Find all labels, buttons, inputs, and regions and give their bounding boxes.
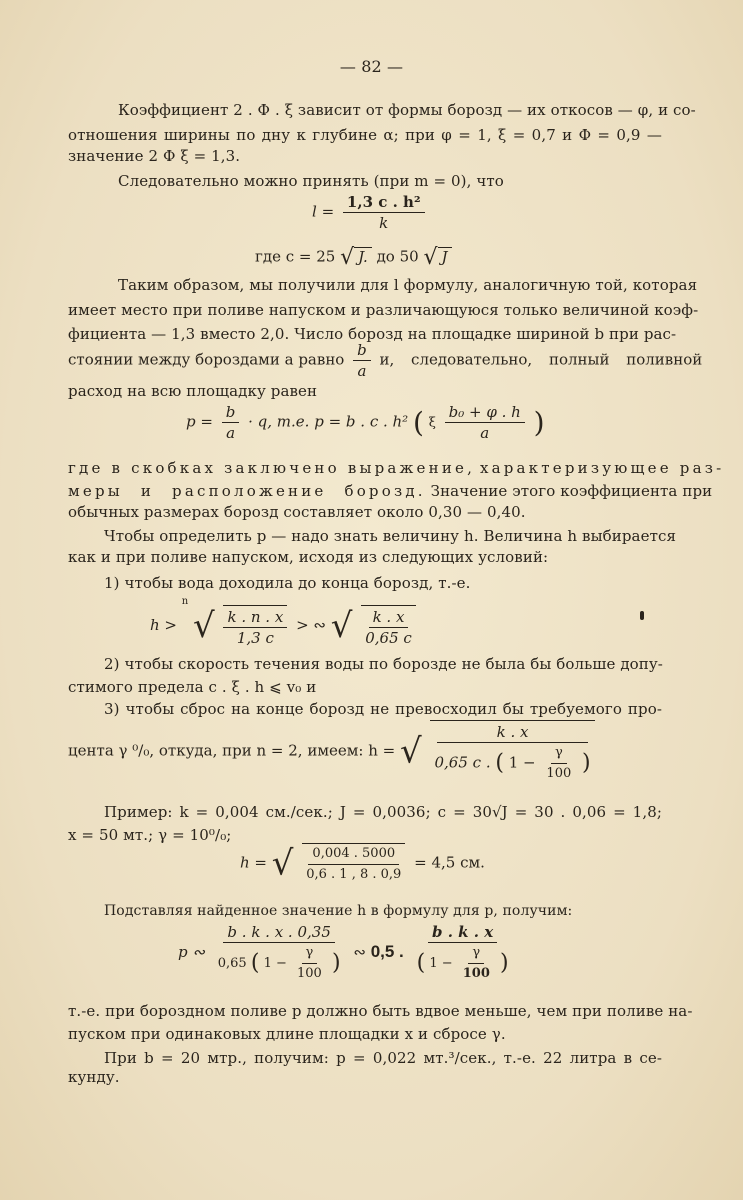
paragraph-1-line-3: значение 2 Ф ξ = 1,3. xyxy=(68,147,241,165)
formula-h-numeric-num: 0,004 . 5000 xyxy=(308,845,399,865)
condition-3-line-2-text: цента γ ⁰/₀, откуда, при n = 2, имеем: h = xyxy=(68,741,396,760)
page-number: — 82 — xyxy=(339,57,404,76)
sqrt-sign-icon: √ xyxy=(193,606,215,646)
condition-2-line-2: стимого предела c . ξ . h ⩽ v₀ и xyxy=(68,678,317,696)
paragraph-4-line-3: обычных размерах борозд составляет около 0,30 — 0,40. xyxy=(68,503,526,521)
paragraph-1-line-2: отношения ширины по дну к глубине α; при φ = 1, ξ = 0,7 и Ф = 0,9 — xyxy=(68,126,662,144)
right-paren-icon: ) xyxy=(331,950,341,976)
formula-p-xi: ξ xyxy=(428,415,436,431)
left-paren-icon: ( xyxy=(495,750,504,776)
count-fraction-denominator: a xyxy=(357,362,367,380)
formula-h-numeric-den: 0,6 . 1 , 8 . 0,9 xyxy=(306,867,402,882)
where-c-line xyxy=(255,245,452,270)
paragraph-7-line-1: т.-е. при бороздном поливе p должно быть вдвое меньше, чем при поливе на- xyxy=(68,1002,693,1020)
sqrt-sign-icon: √ xyxy=(400,731,422,772)
paragraph-4-line-2-spaced: меры и расположение борозд. xyxy=(68,482,426,500)
formula-p-result-hundred: 100 xyxy=(297,966,322,981)
condition-3-numerator: k . x xyxy=(437,723,589,743)
condition-3-line-1: 3) чтобы сброс на конце борозд не превосходил бы требуемого про- xyxy=(104,700,662,718)
root-index: n xyxy=(181,596,189,607)
ink-mark xyxy=(640,611,644,620)
paragraph-3-line-5: расход на всю площадку равен xyxy=(68,382,318,400)
formula-p-lhs: p = xyxy=(186,412,213,431)
right-paren-icon: ) xyxy=(582,750,591,776)
paragraph-4-line-2-end: Значение этого коэффициента при xyxy=(430,482,713,500)
condition-3-den-start: 0,65 c . xyxy=(434,753,491,772)
paragraph-5-line-2: как и при поливе напуском, исходя из следующих условий: xyxy=(68,548,549,566)
paragraph-5-line-1: Чтобы определить p — надо знать величину h. Величина h выбирается xyxy=(104,527,677,545)
formula-h-den1: 1,3 c xyxy=(236,629,274,647)
formula-h-num1: k . n . x xyxy=(223,608,287,628)
condition-2-line-1: 2) чтобы скорость течения воды по борозде не была бы больше допу- xyxy=(104,655,663,673)
paragraph-3-line-4-end: и, следовательно, полный поливной xyxy=(379,350,703,369)
example-line-2: x = 50 мт.; γ = 10⁰/₀; xyxy=(68,826,232,844)
paragraph-8-line-1: При b = 20 мтр., получим: p = 0,022 мт.³/сек., т.-е. 22 литра в се- xyxy=(104,1049,662,1067)
formula-h-numeric-rhs: = 4,5 см. xyxy=(414,853,485,872)
formula-h-numeric-lhs: h = xyxy=(240,853,267,872)
formula-h-middle: > ∾ xyxy=(296,616,326,634)
paragraph-3-line-4 xyxy=(68,341,702,380)
where-c-radicand-2: J xyxy=(438,247,452,266)
formula-h-numeric xyxy=(240,843,485,884)
formula-h-condition xyxy=(150,596,420,647)
left-paren-icon: ( xyxy=(416,950,426,976)
where-c-to: до 50 xyxy=(376,247,419,266)
left-paren-icon: ( xyxy=(412,406,424,439)
formula-p-result-gamma-2: γ xyxy=(468,944,484,964)
right-paren-icon: ) xyxy=(533,406,545,439)
formula-p-result-hundred-2: 100 xyxy=(462,966,490,981)
paragraph-1-line-1: Коэффициент 2 . Ф . ξ зависит от формы борозд — их откосов — φ, и со- xyxy=(118,101,696,119)
formula-p-num2: b₀ + φ . h xyxy=(445,403,525,423)
formula-l-denominator: k xyxy=(379,214,389,232)
sqrt-sign-icon: √ xyxy=(271,843,294,884)
condition-3-gamma: γ xyxy=(551,744,567,764)
example-line-1: Пример: k = 0,004 см./сек.; J = 0,0036; c = 30√J = 30 . 0,06 = 1,8; xyxy=(104,803,662,821)
formula-p-result-lhs: p ∾ xyxy=(178,943,205,961)
formula-p-result-num2: b . k . x xyxy=(428,923,497,943)
paragraph-8-line-2: кунду. xyxy=(68,1068,120,1086)
formula-p-result-coef: 0,5 . xyxy=(370,942,404,961)
formula-p xyxy=(186,403,545,442)
formula-p-den2: a xyxy=(480,424,490,442)
paragraph-4-line-1-spaced: где в скобках заключено выражение, xyxy=(68,459,476,477)
paragraph-2: Следовательно можно принять (при m = 0), что xyxy=(118,172,504,190)
formula-p-result-num1: b . k . x . 0,35 xyxy=(223,923,334,943)
condition-1: 1) чтобы вода доходила до конца борозд, т.-е. xyxy=(104,574,471,592)
formula-p-den1: a xyxy=(226,424,236,442)
sqrt-sign-icon: √ xyxy=(423,245,438,270)
formula-p-middle: · q, т.е. p = b . c . h² xyxy=(248,412,409,431)
paragraph-3-line-2: имеет место при поливе напуском и различающуюся только величиной коэф- xyxy=(68,301,699,319)
paragraph-4-line-1 xyxy=(68,459,724,477)
formula-p-result-one-2: 1 − xyxy=(429,956,453,971)
condition-3-hundred: 100 xyxy=(546,766,572,781)
left-paren-icon: ( xyxy=(250,950,260,976)
formula-p-result-one: 1 − xyxy=(263,956,287,971)
formula-p-result xyxy=(178,923,517,983)
formula-h-num2: k . x xyxy=(369,608,409,628)
sqrt-sign-icon: √ xyxy=(330,606,353,646)
formula-h-den2: 0,65 c xyxy=(365,629,412,647)
paragraph-4-line-1-end: характеризующее раз- xyxy=(479,459,725,477)
formula-p-num1: b xyxy=(222,403,240,423)
paragraph-3-line-1: Таким образом, мы получили для l формулу, аналогичную той, которая xyxy=(118,276,698,294)
formula-p-result-den1: 0,65 xyxy=(217,956,247,971)
sqrt-sign-icon: √ xyxy=(340,245,355,270)
formula-l-lhs: l = xyxy=(312,202,335,221)
formula-p-result-approx: ∾ xyxy=(353,943,366,961)
formula-h-lhs: h > xyxy=(150,616,177,634)
formula-p-result-gamma: γ xyxy=(302,944,318,964)
where-c-start: где c = 25 xyxy=(255,247,336,266)
right-paren-icon: ) xyxy=(500,950,509,976)
formula-l xyxy=(312,193,429,232)
condition-3-one: 1 − xyxy=(508,753,536,772)
where-c-radicand-1: J. xyxy=(354,247,372,266)
condition-3-line-2 xyxy=(68,720,599,783)
paragraph-7-line-2: пуском при одинаковых длине площадки x и сбросе γ. xyxy=(68,1025,506,1043)
paragraph-3-line-4-start: стоянии между бороздами a равно xyxy=(68,350,345,369)
formula-l-numerator: 1,3 c . h² xyxy=(343,193,425,213)
paragraph-4-line-2 xyxy=(68,482,712,500)
paragraph-3-line-3: фициента — 1,3 вместо 2,0. Число борозд на площадке шириной b при рас- xyxy=(68,325,677,343)
paragraph-6: Подставляя найденное значение h в формулу для p, получим: xyxy=(104,903,573,919)
count-fraction-numerator: b xyxy=(353,341,371,361)
